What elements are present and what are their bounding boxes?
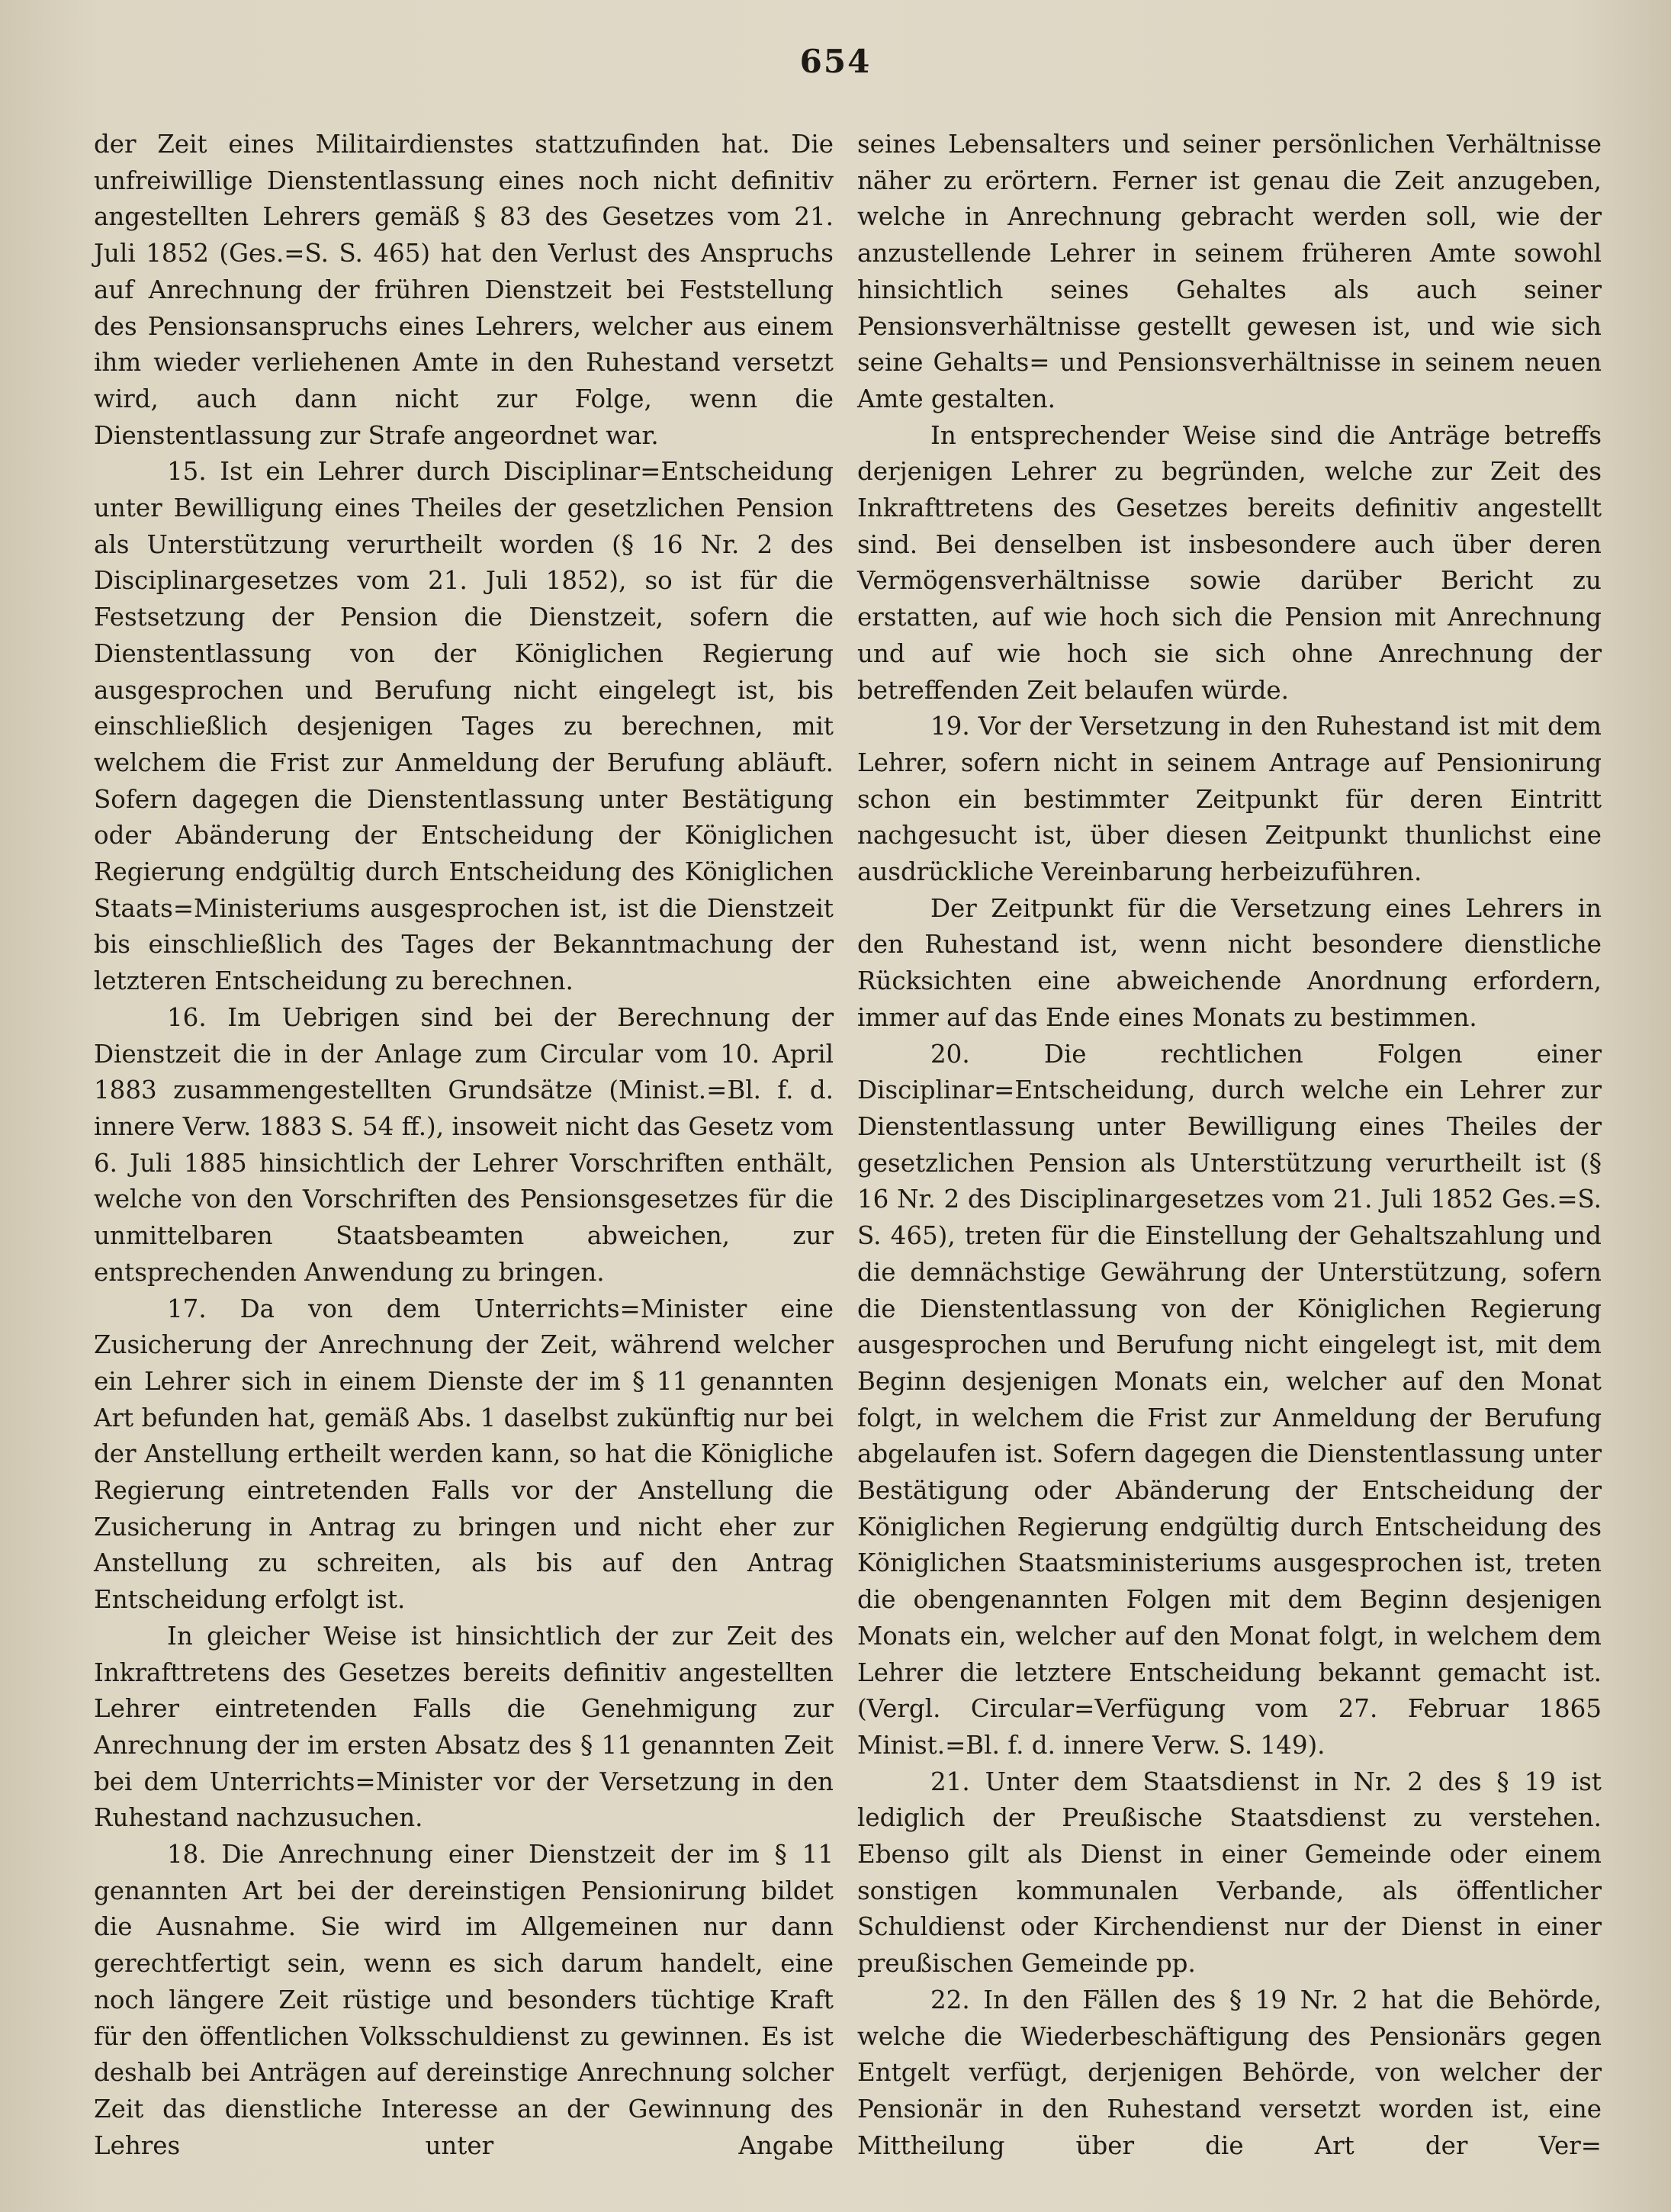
paragraph-18: 18. Die Anrechnung einer Dienstzeit der im § 11 genannten Art bei der dereinstigen Pensionirung bildet die Ausnahme. Sie wird im Allgemeinen nur dann gerechtfertigt sein, wenn es sich darum handelt, eine noch längere Zeit rüstige und besonders tüchtige Kraft für den öffentlichen Volksschuldienst zu gewinnen. Es ist deshalb bei Anträgen auf dereinstige Anrechnung solcher Zeit das dienstliche Interesse an der Gewinnung des Lehres unter Angabe (94, 1840, 834, 2160)
paragraph: der Zeit eines Militairdienstes stattzufinden hat. Die unfreiwillige Dienstentlassung eines noch nicht definitiv angestellten Lehrers gemäß § 83 des Gesetzes vom 21. Juli 1852 (Ges.=S. S. 465) hat den Verlust des Anspruchs auf Anrechnung der frühren Dienstzeit bei Feststellung des Pensionsanspruchs eines Lehrers, welcher aus einem ihm wieder verliehenen Amte in den Ruhestand versetzt wird, auch dann nicht zur Folge, wenn die Dienstentlassung zur Strafe angeordnet war. (94, 130, 834, 450)
paragraph-20: 20. Die rechtlichen Folgen einer Disciplinar=Entscheidung, durch welche ein Lehrer zur Dienstentlassung unter Bewilligung eines Theiles der gesetzlichen Pension als Unterstützung verurtheilt ist (§ 16 Nr. 2 des Disciplinargesetzes vom 21. Juli 1852 Ges.=S. S. 465), treten für die Einstellung der Gehaltszahlung und die demnächstige Gewährung der Unterstützung, sofern die Dienstentlassung von der Königlichen Regierung ausgesprochen und Berufung nicht eingelegt ist, mit dem Beginn desjenigen Monats ein, welcher auf den Monat folgt, in welchem die Frist zur Anmeldung der Berufung abgelaufen ist. Sofern dagegen die Dienstentlassung unter Bestätigung oder Abänderung der Entscheidung der Königlichen Regierung endgültig durch Entscheidung des Königlichen Staatsministeriums ausgesprochen ist, treten die obengenannten Folgen mit dem Beginn desjenigen Monats ein, welcher auf den Monat folgt, in welchem dem Lehrer die letztere Entscheidung bekannt gemacht ist. (Vergl. Circular=Verfügung vom 27. Februar 1865 Minist.=Bl. f. d. innere Verw. S. 149). (857, 1039, 1602, 1760)
paragraph: seines Lebensalters und seiner persönlichen Verhältnisse näher zu erörtern. Ferner ist genau die Zeit anzugeben, welche in Anrechnung gebracht werden soll, wie der anzustellende Lehrer in seinem früheren Amte sowohl hinsichtlich seines Gehaltes als auch seiner Pensionsverhältnisse gestellt gewesen ist, und wie sich seine Gehalts= und Pensionsverhältnisse in seinem neuen Amte gestalten. (857, 130, 1602, 413)
paragraph-21: 21. Unter dem Staatsdienst in Nr. 2 des § 19 ist lediglich der Preußische Staatsdienst zu verstehen. Ebenso gilt als Dienst in einer Gemeinde oder einem sonstigen kommunalen Verbande, als öffentlicher Schuldienst oder Kirchendienst nur der Dienst in einer preußischen Gemeinde pp. (857, 1767, 1602, 1979)
paragraph: In gleicher Weise ist hinsichtlich der zur Zeit des Inkrafttretens des Gesetzes bereits definitiv angestellten Lehrer eintretenden Falls die Genehmigung zur Anrechnung der im ersten Absatz des § 11 genannten Zeit bei dem Unterrichts=Minister vor der Versetzung in den Ruhestand nachzusuchen. (94, 1621, 834, 1833)
paragraph: Der Zeitpunkt für die Versetzung eines Lehrers in den Ruhestand ist, wenn nicht besondere dienstliche Rücksichten eine abweichende Anordnung erfordern, immer auf das Ende eines Monats zu bestimmen. (857, 893, 1602, 1032)
paragraph-19: 19. Vor der Versetzung in den Ruhestand ist mit dem Lehrer, sofern nicht in seinem Antrage auf Pensionirung schon ein bestimmter Zeitpunkt für deren Eintritt nachgesucht ist, über diesen Zeitpunkt thunlichst eine ausdrückliche Vereinbarung herbeizuführen. (857, 712, 1602, 887)
paragraph-22: 22. In den Fällen des § 19 Nr. 2 hat die Behörde, welche die Wiederbeschäftigung des Pensionärs gegen Entgelt verfügt, derjenigen Behörde, von welcher der Pensionär in den Ruhestand versetzt worden ist, eine Mittheilung über die Art der Ver= (857, 1985, 1602, 2160)
page-number: 654 (799, 43, 872, 80)
paragraph: In entsprechender Weise sind die Anträge betreffs derjenigen Lehrer zu begründen, welche zur Zeit des Inkrafttretens des Gesetzes bereits definitiv angestellt sind. Bei denselben ist insbesondere auch über deren Vermögensverhältnisse sowie darüber Bericht zu erstatten, auf wie hoch sich die Pension mit Anrechnung und auf wie hoch sie sich ohne Anrechnung der betreffenden Zeit belaufen würde. (857, 420, 1602, 705)
paragraph-16: 16. Im Uebrigen sind bei der Berechnung der Dienstzeit die in der Anlage zum Circular vom 10. April 1883 zusammengestellten Grundsätze (Minist.=Bl. f. d. innere Verw. 1883 S. 54 ff.), insoweit nicht das Gesetz vom 6. Juli 1885 hinsichtlich der Lehrer Vorschriften enthält, welche von den Vorschriften des Pensionsgesetzes für die unmittelbaren Staatsbeamten abweichen, zur entsprechenden Anwendung zu bringen. (94, 1002, 834, 1287)
left-column (94, 127, 834, 2164)
right-column (857, 127, 1602, 2164)
paragraph-15: 15. Ist ein Lehrer durch Disciplinar=Entscheidung unter Bewilligung eines Theiles der gesetzlichen Pension als Unterstützung verurtheilt worden (§ 16 Nr. 2 des Disciplinargesetzes vom 21. Juli 1852), so ist für die Festsetzung der Pension die Dienstzeit, sofern die Dienstentlassung von der Königlichen Regierung ausgesprochen und Berufung nicht eingelegt ist, bis einschließlich desjenigen Tages zu berechnen, mit welchem die Frist zur Anmeldung der Berufung abläuft. Sofern dagegen die Dienstentlassung unter Bestätigung oder Abänderung der Entscheidung der Königlichen Regierung endgültig durch Entscheidung des Königlichen Staats=Ministeriums ausgesprochen ist, ist die Dienstzeit bis einschließlich des Tages der Bekanntmachung der letzteren Entscheidung zu berechnen. (94, 457, 834, 996)
paragraph-17: 17. Da von dem Unterrichts=Minister eine Zusicherung der Anrechnung der Zeit, während welcher ein Lehrer sich in einem Dienste der im § 11 genannten Art befunden hat, gemäß Abs. 1 daselbst zukünftig nur bei der Anstellung ertheilt werden kann, so hat die Königliche Regierung eintretenden Falls vor der Anstellung die Zusicherung in Antrag zu bringen und nicht eher zur Anstellung zu schreiten, als bis auf den Antrag Entscheidung erfolgt ist. (94, 1294, 834, 1615)
